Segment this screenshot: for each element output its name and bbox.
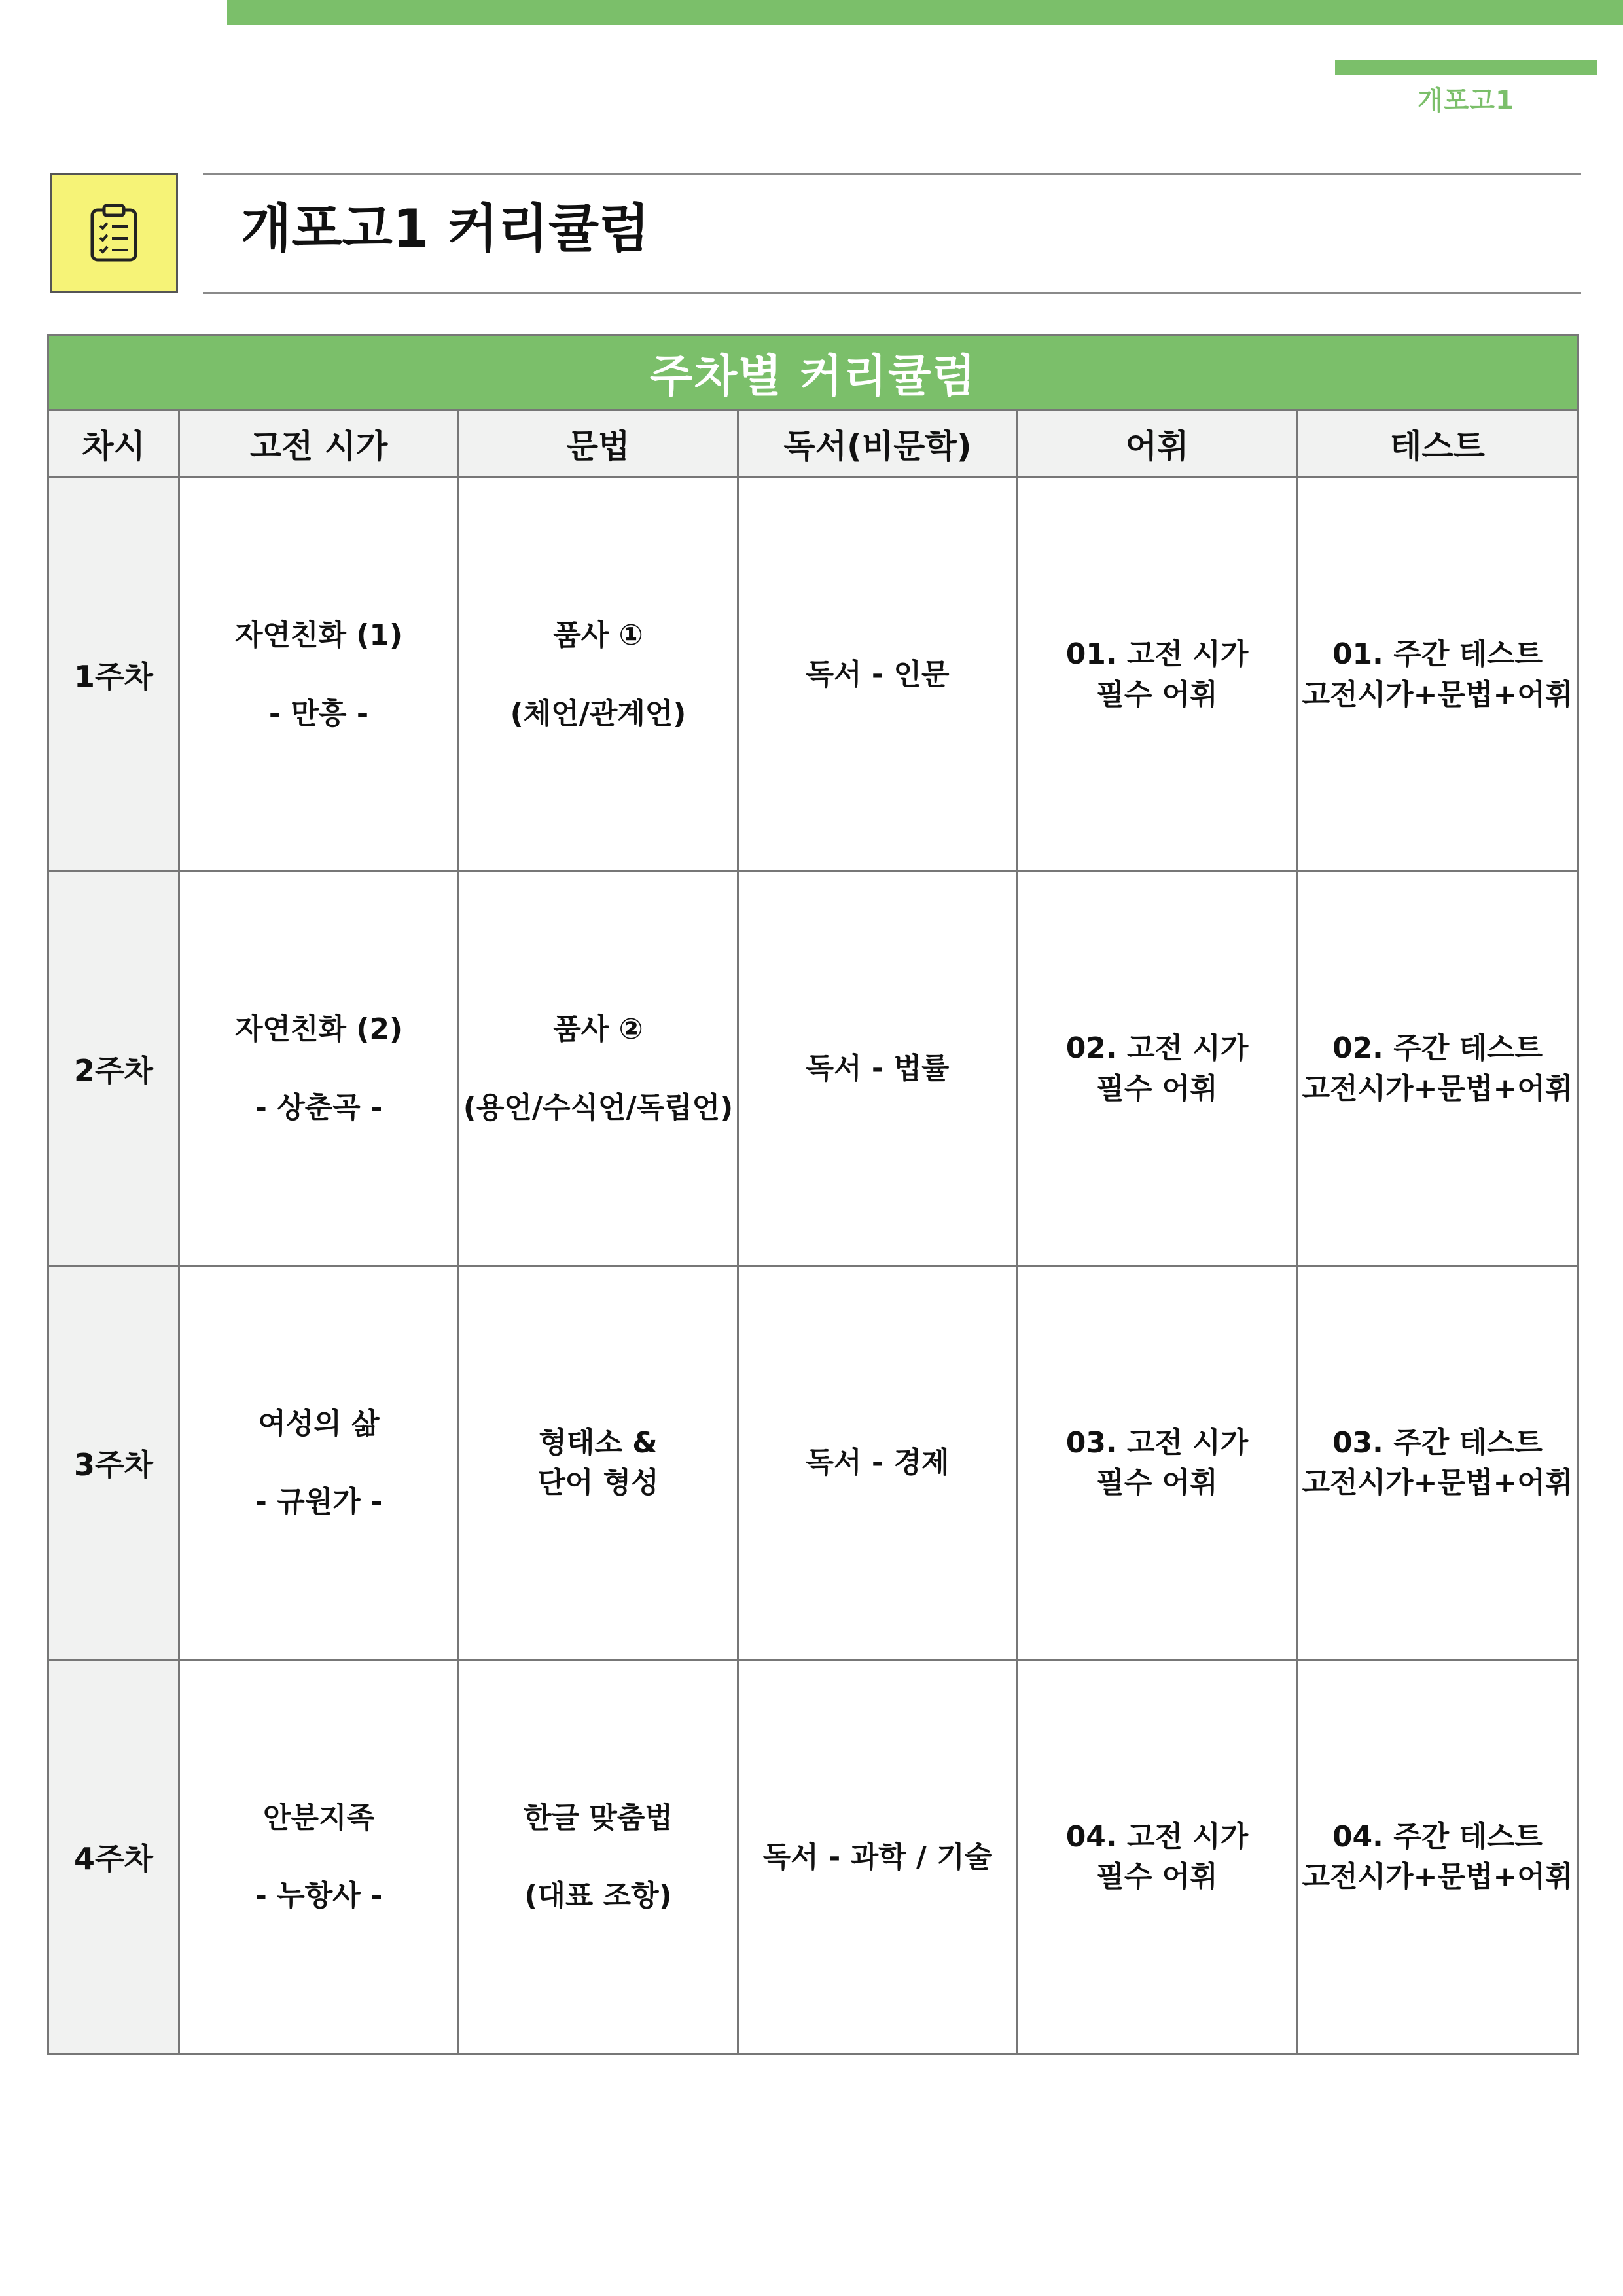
table-row [48,478,1578,872]
clipboard-icon-box [50,173,178,293]
poetry-cell: 자연친화 (1) - 만흥 - [179,478,459,872]
test-cell: 03. 주간 테스트 고전시가+문법+어휘 [1297,1266,1578,1660]
vocab-cell: 04. 고전 시가 필수 어휘 [1018,1660,1297,2054]
reading-cell: 독서 - 법률 [738,872,1018,1266]
table-header-row [48,410,1578,478]
week-cell: 2주차 [48,872,179,1266]
grammar-cell: 한글 맞춤법 (대표 조항) [459,1660,738,2054]
grammar-cell: 형태소 & 단어 형성 [459,1266,738,1660]
column-header: 고전 시가 [179,410,459,478]
grammar-cell: 품사 ② (용언/수식언/독립언) [459,872,738,1266]
reading-cell: 독서 - 과학 / 기술 [738,1660,1018,2054]
week-cell: 1주차 [48,478,179,872]
curriculum-table [47,334,1579,2055]
vocab-cell: 03. 고전 시가 필수 어휘 [1018,1266,1297,1660]
table-row [48,1660,1578,2054]
week-cell: 4주차 [48,1660,179,2054]
column-header: 어휘 [1018,410,1297,478]
table-row [48,872,1578,1266]
reading-cell: 독서 - 인문 [738,478,1018,872]
poetry-cell: 자연친화 (2) - 상춘곡 - [179,872,459,1266]
column-header: 차시 [48,410,179,478]
vocab-cell: 02. 고전 시가 필수 어휘 [1018,872,1297,1266]
week-cell: 3주차 [48,1266,179,1660]
test-cell: 01. 주간 테스트 고전시가+문법+어휘 [1297,478,1578,872]
page-title: 개포고1 커리큘럼 [241,198,650,259]
column-header: 문법 [459,410,738,478]
clipboard-checklist-icon [88,204,139,262]
tag-accent-bar [1335,60,1597,75]
reading-cell: 독서 - 경제 [738,1266,1018,1660]
title-rule-top [203,173,1581,175]
column-header: 테스트 [1297,410,1578,478]
table-row [48,1266,1578,1660]
column-header: 독서(비문학) [738,410,1018,478]
title-rule-bottom [203,292,1581,294]
vocab-cell: 01. 고전 시가 필수 어휘 [1018,478,1297,872]
test-cell: 02. 주간 테스트 고전시가+문법+어휘 [1297,872,1578,1266]
poetry-cell: 안분지족 - 누항사 - [179,1660,459,2054]
school-tag: 개포고1 [1418,86,1514,116]
top-accent-bar [227,0,1623,25]
test-cell: 04. 주간 테스트 고전시가+문법+어휘 [1297,1660,1578,2054]
grammar-cell: 품사 ① (체언/관계언) [459,478,738,872]
poetry-cell: 여성의 삶 - 규원가 - [179,1266,459,1660]
table-banner: 주차별 커리큘럼 [48,335,1578,410]
